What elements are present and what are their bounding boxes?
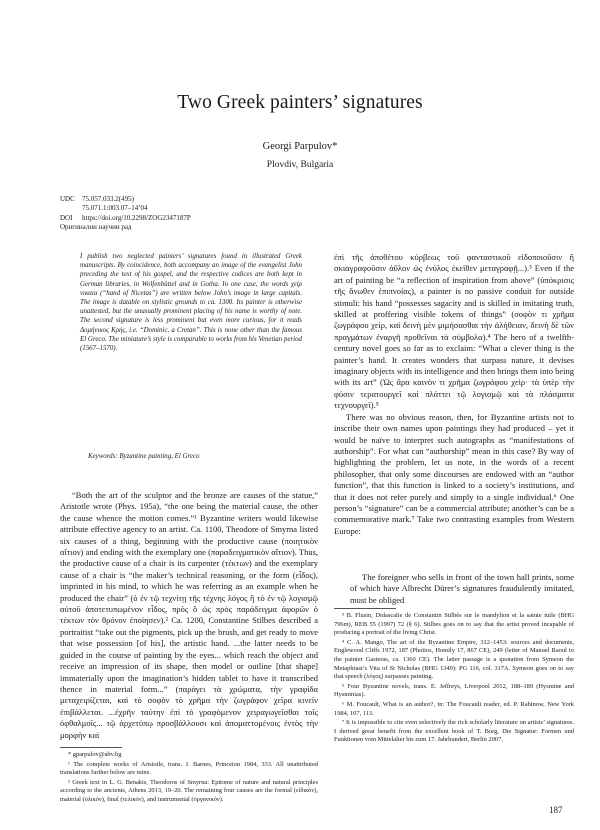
- meta-key: DOI: [60, 213, 73, 222]
- footnote: ² Greek text in L. G. Benakis, Theodoros of Smyrna: Epitome of nature and natural principles according to the ancients, Athens 2013, 19–20. The remaining four causes are the formal (εἰδικόν), material (ὑλικόν), final (τελικόν), and instrumental (ὀργανικόν).: [60, 778, 318, 803]
- footnote[interactable]: * gparpulov@abv.bg: [68, 751, 122, 758]
- left-footnotes: [60, 747, 318, 806]
- author-affiliation: Plovdiv, Bulgaria: [266, 160, 334, 170]
- left-column-body: [60, 490, 318, 741]
- article-type: Оригинални научни рад: [60, 223, 132, 232]
- right-footnotes: [334, 608, 574, 746]
- body-paragraph: “Both the art of the sculptor and the bronze are causes of the statue,” Aristotle wrote (Phys. 195a), “the one being the material cause, the other the cause whence the motion comes.”¹ Byzantine writers would likewise attribute effective agency to an artist. Ca. 1100, Theodore of Smyrna listed six causes of a thing, beginning with the productive cause (ποιητικὸν αἴτιον) and ending with the exemplary one (παραδειγματικὸν αἴτιον). Thus, the productive cause of a chair is its carpenter (τέκτων) and the exemplary cause of a chair is “the maker’s technical reasoning, or the form (εἶδος), imprinted in his mind, to which he was referring as an example when he produced the chair” (ὁ ἐν τῷ τεχνίτῃ τῆς τέχνης λόγος ἢ τὸ ἐν τῷ λογισμῷ αὐτοῦ ἀποτετυπωμένον εἶδος, πρὸς ὃ ὡς πρὸς παράδειγμα ἀφορῶν ὁ τέκτων τὸν θρόνον ἐποίησεν).² Ca. 1200, Constantine Stilbes described a portraitist “take out the pigments, pick up the brush, and get ready to move that wise possession [of his], the artistic hand. ...the latter needs to be guided in the course of painting by the eyes... which reach the object and receive an impression of its shape, then model or outline [that shape] immaterially upon the imagination’s hidden tablet to have it transcribed thence in material form...” (παράγει τὰ χρώματα, τὴν γραφίδα μεταχειρίζεται, καὶ τὸ σοφὸν τὸ χρῆμα τὴν ζωγράφον χεῖρα κινεῖν ἐπιβάλλεται. ...ἐχρῆν ταύτην ἐπὶ τὸ γραφόμενον χειραγωγεῖσθαι τοῖς ὀφθαλμοῖς... τῷ ἀρχετύπῳ προσβάλλουσι καὶ ἀποματτομένοις ἐντὸς τὴν μορφὴν καὶ: [60, 490, 318, 740]
- footnote-rule: [334, 608, 396, 609]
- meta-value: 75.071.1:003.07–14’04: [82, 204, 148, 213]
- footnote: ⁶ M. Foucault, What is an author?, in: The Foucault reader, ed. P. Rabinow, New York 1984, 107, 113.: [334, 700, 574, 717]
- meta-row-udc2: [60, 204, 191, 213]
- right-column-body: [334, 252, 574, 537]
- footnote: ⁷ It is impossible to cite even selectively the rich scholarly literature on artists’ signatures. I derived great benefit from the excellent book of T. Burg, Die Signatur: Formen und Funktionen vom Mittelalter bis zum 17. Jahrhundert, Berlin 2007.: [334, 719, 574, 744]
- footnote-rule: [60, 747, 122, 748]
- classification-block: [60, 195, 191, 233]
- keywords: Keywords: Byzantine painting, El Greco: [88, 453, 200, 460]
- body-paragraph: ἐπὶ τῆς ἀποθέτου κύρβεως τοῦ φανταστικοῦ εἰδοποιοῦσιν ἢ σκιαγραφοῦσιν ἀΰλον ὡς ἐνύλος ἐκεῖθεν μεταγραφῇ...).³ Even if the art of painting be “a reflection of inspiration from above” (ὑπόκρισις τῆς ἄνωθεν ἐπιπνοίας), a painter is no passive conduit for outside stimuli: his hand “possesses sagacity and is skilled in imitating truth, skilled at proffering visible tokens of things” (σοφὸν τι χρῆμα ζωγράφου χείρ, καὶ δεινὴ μὲν μιμήσασθαι τὴν ἀλήθειαν, δεινὴ δὲ τῶν πραγμάτων ἐναργῆ προθεῖναι τὰ σύμβολα).⁴ The hero of a twelfth-century novel goes so far as to exclaim: “What a clever thing is the painter’s hand. It creates wonders that surpass nature, it devises imaginary objects with its intelligence and then brings them into being with its art” (Ὡς ἄρα καινὸν τι χρῆμα ζωγράφου χεὶρ· τὰ ὑπὲρ τὴν φύσιν τερατουργεῖ καὶ πλάττει τῷ λογισμῷ καὶ τὰ πλάσματα τεχνουργεῖ).⁵: [334, 252, 574, 411]
- meta-value: 75.057.033.2(495): [82, 195, 134, 203]
- footnote: ⁵ Four Byzantine novels, trans. E. Jeffreys, Liverpool 2012, 188–189 (Hysmine and Hysminias).: [334, 682, 574, 699]
- footnote: ⁴ C. A. Mango, The art of the Byzantine Empire, 312–1453: sources and documents, Englewood Cliffs 1972, 187 (Photios, Homily 17, 867 CE), 249 (letter of Manuel Raoul to the painter Gasteras, ca. 1360 CE). The latter passage is a quotation from Symeon the Metaphrast’s Vita of St Nicholas (BHG 1349): PG 116, col. 317A. Symeon goes on to say that speech (λόγος) surpasses painting.: [334, 638, 574, 681]
- meta-row-doi: [60, 214, 191, 223]
- meta-row-udc: [60, 195, 191, 204]
- page-number: 187: [549, 805, 563, 815]
- paper-title: Two Greek painters’ signatures: [177, 92, 423, 113]
- abstract: I publish two neglected painters’ signatures found in illustrated Greek manuscripts. By coincidence, both accompany an image of the evangelist John preceding the text of his gospel, and the respective codices are both kept in German libraries, in Wolfenbüttel and in Gotha. In one case, the words χεὶρ νικαια (“hand of Nicetas”) are written below John’s image in large capitals. The image is datable on stylistic grounds to ca. 1300. Its painter is otherwise unattested, but the unusually prominent placing of his name is worthy of note. The second signature is less prominent but even more curious, for it reads Δομήνικος Κρής, i.e. “Dominic, a Cretan”. This is none other than the famous El Greco. The miniature’s style is comparable to works from his Venetian period (1567–1570).: [80, 253, 302, 353]
- body-paragraph: There was no obvious reason, then, for Byzantine artists not to inscribe their own names upon paintings they had produced – yet it would be naïve to interpret such autographs as “manifestations of authorship”. For what can “authorship” mean in this case? By way of highlighting the problem, let us note, in the words of a recent philosopher, that only some discourses are endowed with an “author function”, that this function is linked to a society’s institutions, and that it does not refer purely and simply to a single individual.⁶ One person’s “signature” can be a commercial attribute; another’s can be a commemorative mark.⁷ Take two contrasting examples from Western Europe:: [334, 411, 574, 536]
- footnote: ³ B. Flusin, Didascalie de Constantin Stilbès sur le mandylion et la sainte tuile (BHG 796m), REB 55 (1997) 72 (§ 6). Stilbes goes on to say that the artist proved incapable of producing a portrait of the living Christ.: [334, 612, 574, 637]
- author-name: Georgi Parpulov*: [262, 141, 338, 152]
- meta-row-type: [60, 223, 191, 232]
- meta-value[interactable]: https://doi.org/10.2298/ZOG2347187P: [82, 213, 191, 222]
- block-quote: The foreigner who sells in front of the town hall prints, some of which have Albrecht Dürer’s signatures fraudulently imitated, must be obliged: [350, 572, 574, 605]
- meta-key: UDC: [60, 195, 75, 203]
- footnote: ¹ The complete works of Aristotle, trans. J. Barnes, Princeton 1984, 333. All unattributed translations further below are mine.: [60, 760, 318, 777]
